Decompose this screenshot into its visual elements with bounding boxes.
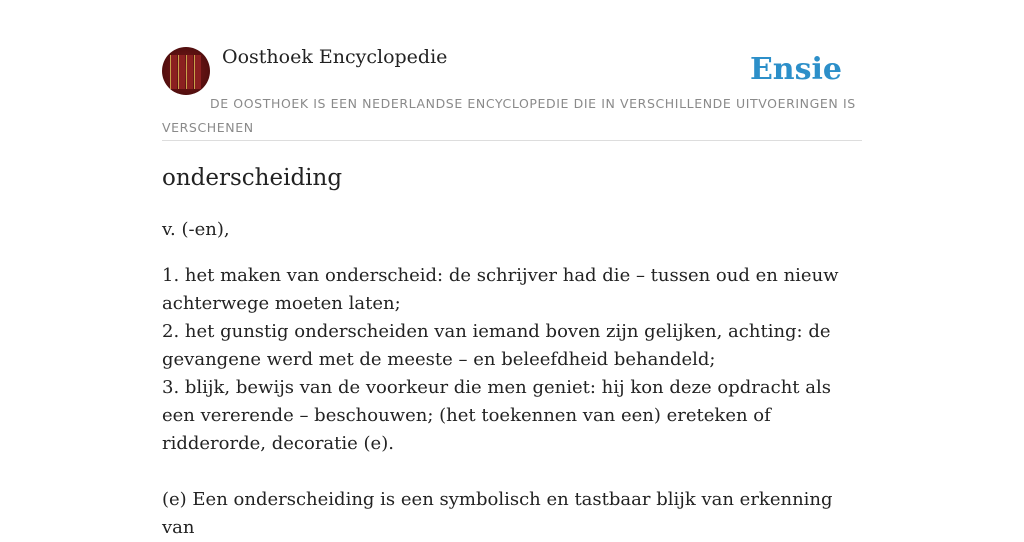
site-title[interactable]: Oosthoek Encyclopedie — [222, 46, 448, 68]
site-tagline: DE OOSTHOEK IS EEN NEDERLANDSE ENCYCLOPEDIE DIE IN VERSCHILLENDE UITVOERINGEN IS VERSCHENEN — [162, 96, 856, 135]
entry-definitions: 1. het maken van onderscheid: de schrijver had die – tussen oud en nieuw achterwege moeten laten; 2. het gunstig onderscheiden van iemand boven zijn gelijken, achting: de gevangene werd met de meeste – en beleefdheid behandeld; 3. blijk, bewijs van de voorkeur die men geniet: hij kon deze opdracht als een vererende – beschouwen; (het toekennen van een) ereteken of ridderorde, decoratie (e). — [162, 265, 839, 454]
entry-term: onderscheiding — [162, 165, 343, 191]
brand-logo[interactable]: Ensie — [749, 52, 842, 87]
entry-grammar: v. (-en), — [162, 219, 230, 240]
entry-content — [162, 162, 862, 542]
entry-note: (e) Een onderscheiding is een symbolisch en tastbaar blijk van erkenning van — [162, 489, 833, 538]
encyclopedia-books-icon[interactable] — [162, 47, 210, 95]
site-header — [162, 46, 862, 141]
